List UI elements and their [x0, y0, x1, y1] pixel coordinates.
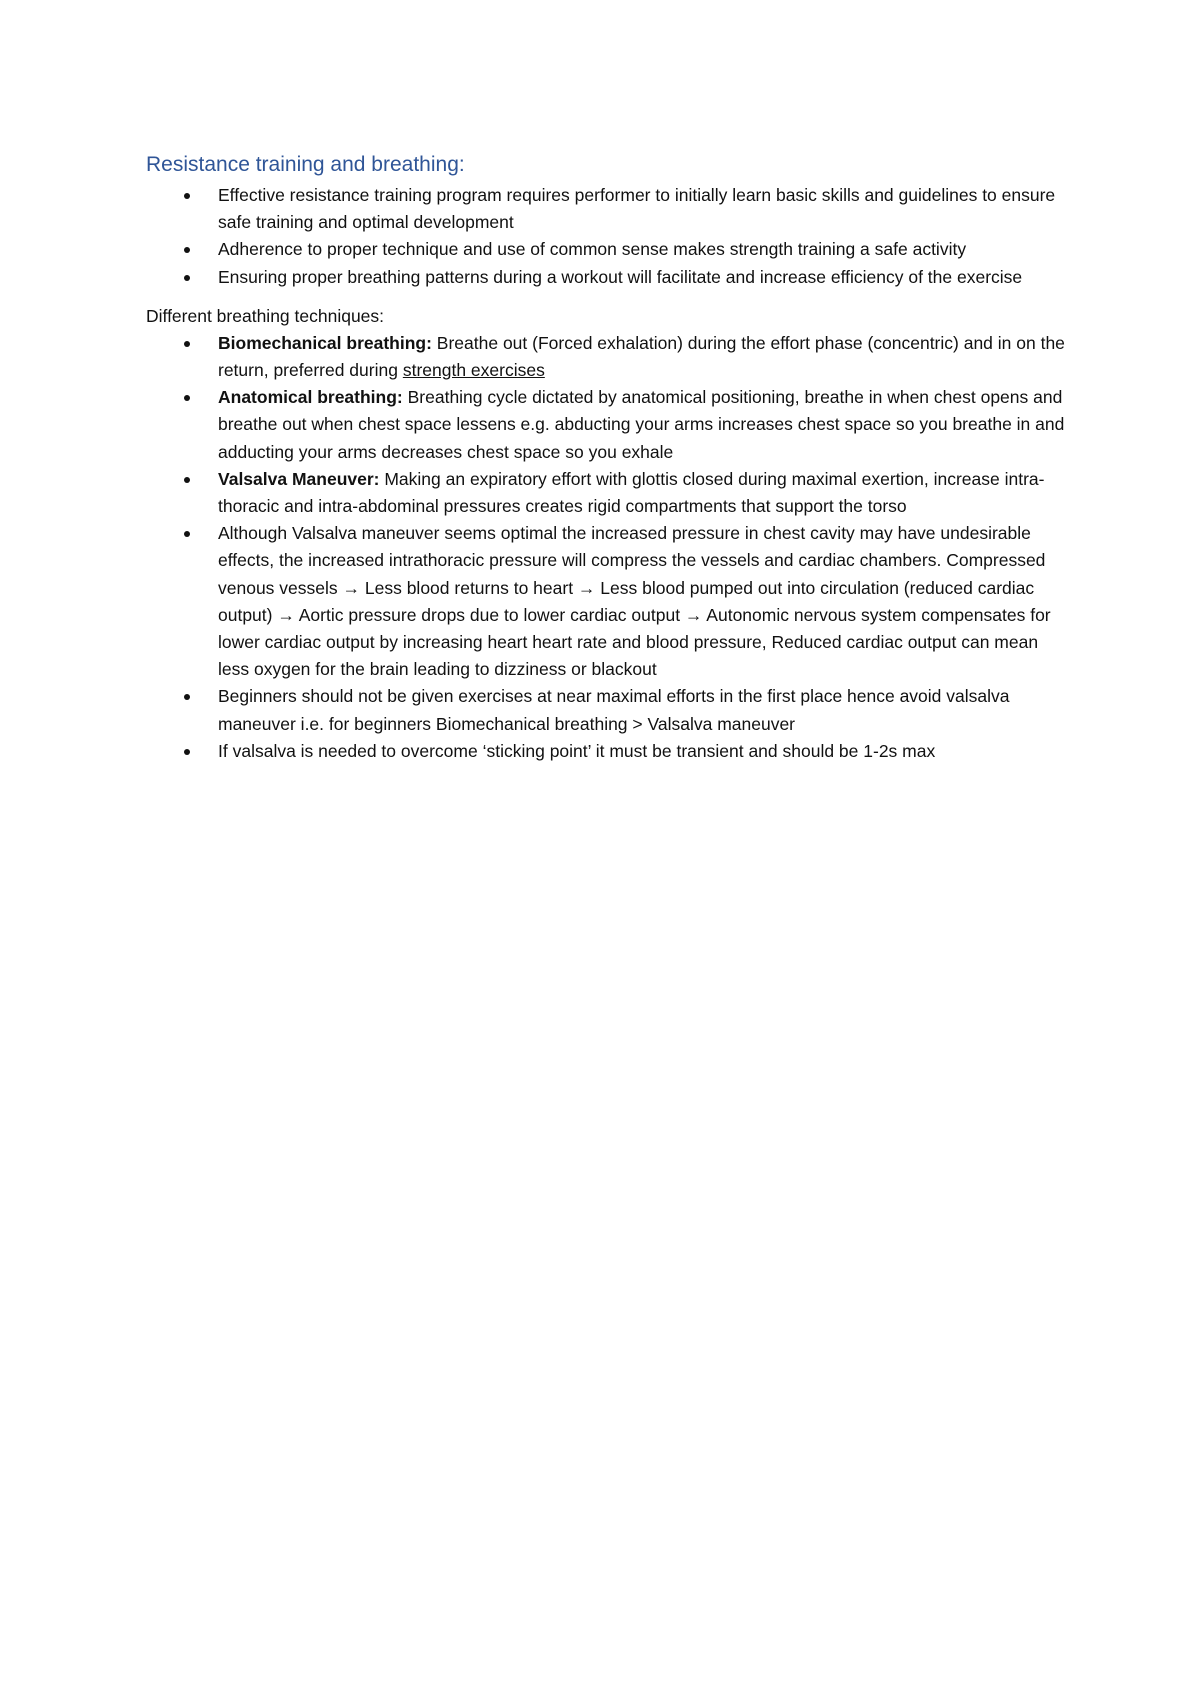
technique-term: Biomechanical breathing:: [218, 332, 432, 353]
document-content: [146, 150, 1066, 765]
list-item: [146, 236, 1066, 263]
bullet-icon: [184, 193, 190, 199]
bullet-icon: [184, 531, 190, 537]
bullet-icon: [184, 477, 190, 483]
list-item: [146, 264, 1066, 291]
underlined-phrase: strength exercises: [402, 360, 545, 381]
list-item-text: If valsalva is needed to overcome ‘sticking point’ it must be transient and should be 1-2s max: [218, 740, 936, 761]
list-item: [146, 182, 1066, 236]
list-item-text: Adherence to proper technique and use of common sense makes strength training a safe activity: [218, 239, 967, 260]
list-item-text: Effective resistance training program requires performer to initially learn basic skills and guidelines to ensure safe training and optimal development: [218, 185, 1056, 233]
technique-description: Breathing cycle dictated by anatomical positioning, breathe in when chest opens and breathe out when chest space lessens e.g. abducting your arms increases chest space so you breathe in and adducting your arms decreases chest space so you exhale: [218, 387, 1065, 462]
list-item: [146, 466, 1066, 520]
list-item: [146, 384, 1066, 466]
bullet-icon: [184, 694, 190, 700]
bullet-icon: [184, 395, 190, 401]
list-item-text: Beginners should not be given exercises at near maximal efforts in the first place hence avoid valsalva maneuver i.e. for beginners Biomechanical breathing > Valsalva maneuver: [218, 686, 1010, 734]
techniques-heading: Different breathing techniques:: [146, 305, 385, 326]
technique-description: Breathe out (Forced exhalation) during the effort phase (concentric) and in on the return, preferred during: [218, 332, 1065, 381]
technique-term: Valsalva Maneuver:: [218, 468, 380, 489]
list-item: [146, 330, 1066, 384]
section-heading: Resistance training and breathing:: [146, 153, 465, 176]
bullet-icon: [184, 247, 190, 253]
bullet-icon: [184, 749, 190, 755]
techniques-bullet-list: [146, 330, 1066, 765]
intro-bullet-list: [146, 182, 1066, 291]
technique-description: Making an expiratory effort with glottis closed during maximal exertion, increase intra-thoracic and intra-abdominal pressures creates rigid compartments that support the torso: [218, 468, 1045, 517]
technique-term: Anatomical breathing:: [218, 387, 403, 408]
list-item-text: Although Valsalva maneuver seems optimal the increased pressure in chest cavity may have undesirable effects, the increased intrathoracic pressure will compress the vessels and cardiac chambers. Compressed venous vessels → Less blood returns to heart → Less blood pumped out into circulation (reduced cardiac output) → Aortic pressure drops due to lower cardiac output → Autonomic nervous system compensates for lower cardiac output by increasing heart heart rate and blood pressure, Reduced cardiac output can mean less oxygen for the brain leading to dizziness or blackout: [218, 523, 1051, 680]
list-item-text: Ensuring proper breathing patterns during a workout will facilitate and increase efficiency of the exercise: [218, 266, 1023, 287]
bullet-icon: [184, 275, 190, 281]
list-item: [146, 520, 1066, 683]
list-item: [146, 738, 1066, 765]
list-item: [146, 683, 1066, 737]
bullet-icon: [184, 341, 190, 347]
